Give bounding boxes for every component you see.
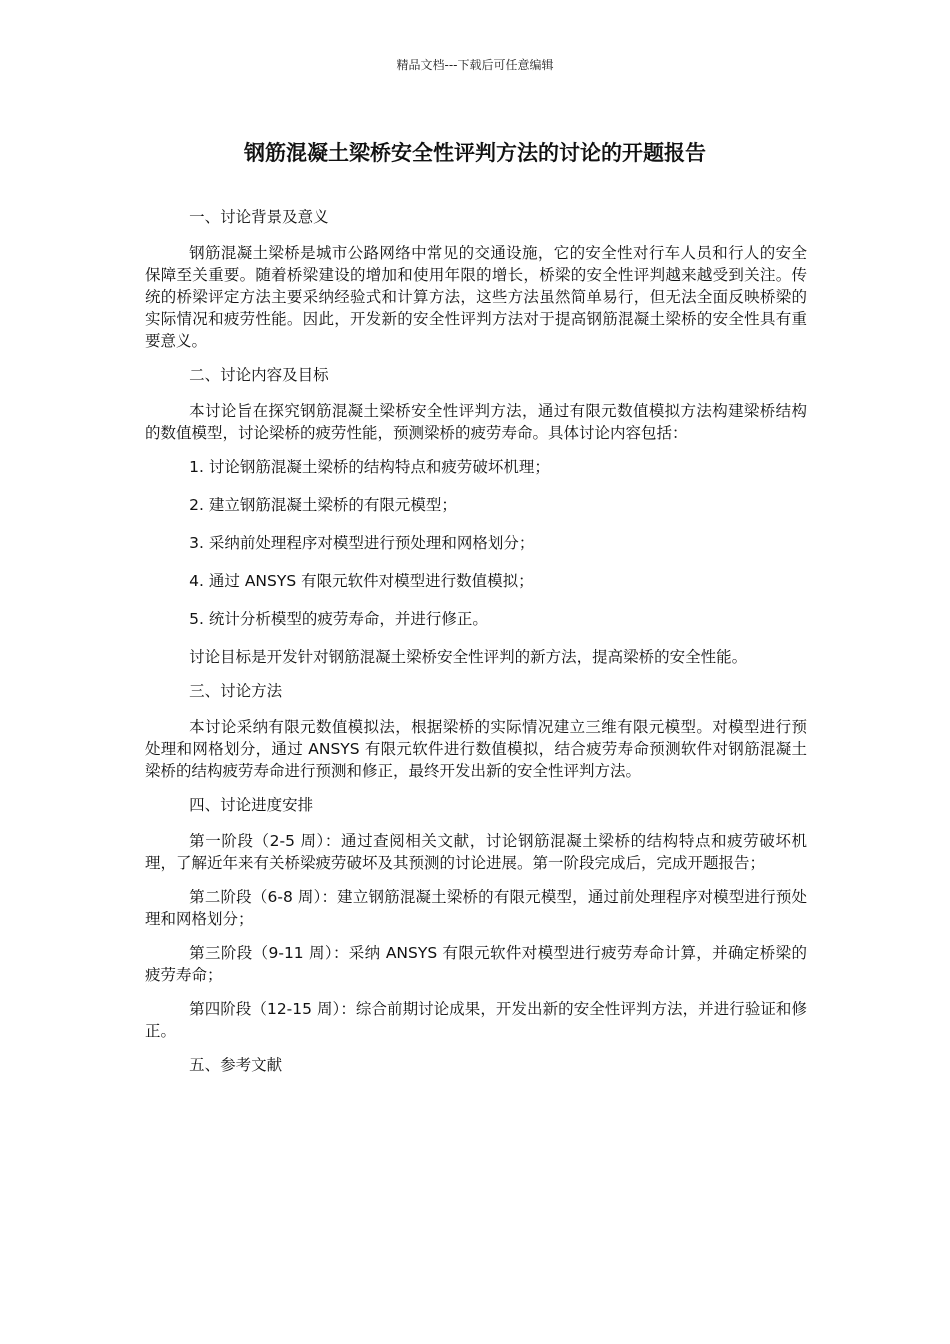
paragraph-method: 本讨论采纳有限元数值模拟法，根据梁桥的实际情况建立三维有限元模型。对模型进行预处理和网格划分，通过 ANSYS 有限元软件进行数值模拟，结合疲劳寿命预测软件对钢筋混凝土梁桥的结构疲劳寿命进行预测和修正，最终开发出新的安全性评判方法。	[145, 718, 807, 780]
paragraph-stage-2: 第二阶段（6-8 周）：建立钢筋混凝土梁桥的有限元模型，通过前处理程序对模型进行预处理和网格划分；	[145, 888, 807, 928]
section-heading-background: 一、讨论背景及意义	[189, 208, 329, 226]
list-item: 2. 建立钢筋混凝土梁桥的有限元模型；	[189, 496, 457, 514]
section-heading-content: 二、讨论内容及目标	[189, 366, 329, 384]
list-item: 5. 统计分析模型的疲劳寿命，并进行修正。	[189, 610, 488, 628]
document-body	[145, 206, 807, 1090]
paragraph-stage-1: 第一阶段（2-5 周）：通过查阅相关文献，讨论钢筋混凝土梁桥的结构特点和疲劳破坏机理，了解近年来有关桥梁疲劳破坏及其预测的讨论进展。第一阶段完成后，完成开题报告；	[145, 832, 807, 872]
list-item: 4. 通过 ANSYS 有限元软件对模型进行数值模拟；	[189, 572, 534, 590]
paragraph-stage-4: 第四阶段（12-15 周）：综合前期讨论成果，开发出新的安全性评判方法，并进行验证和修正。	[145, 1000, 807, 1040]
list-item: 3. 采纳前处理程序对模型进行预处理和网格划分；	[189, 534, 535, 552]
paragraph-goal: 讨论目标是开发针对钢筋混凝土梁桥安全性评判的新方法，提高梁桥的安全性能。	[189, 648, 748, 666]
section-heading-references: 五、参考文献	[189, 1056, 283, 1074]
list-item: 1. 讨论钢筋混凝土梁桥的结构特点和疲劳破坏机理；	[189, 458, 550, 476]
document-title: 钢筋混凝土梁桥安全性评判方法的讨论的开题报告	[244, 141, 706, 165]
section-heading-method: 三、讨论方法	[189, 682, 283, 700]
paragraph-content-intro: 本讨论旨在探究钢筋混凝土梁桥安全性评判方法，通过有限元数值模拟方法构建梁桥结构的数值模型，讨论梁桥的疲劳性能，预测梁桥的疲劳寿命。具体讨论内容包括：	[145, 402, 807, 442]
section-heading-schedule: 四、讨论进度安排	[189, 796, 314, 814]
paragraph-background: 钢筋混凝土梁桥是城市公路网络中常见的交通设施，它的安全性对行车人员和行人的安全保障至关重要。随着桥梁建设的增加和使用年限的增长，桥梁的安全性评判越来越受到关注。传统的桥梁评定方法主要采纳经验式和计算方法，这些方法虽然简单易行，但无法全面反映桥梁的实际情况和疲劳性能。因此，开发新的安全性评判方法对于提高钢筋混凝土梁桥的安全性具有重要意义。	[145, 244, 807, 350]
paragraph-stage-3: 第三阶段（9-11 周）：采纳 ANSYS 有限元软件对模型进行疲劳寿命计算，并确定桥梁的疲劳寿命；	[145, 944, 807, 984]
page-header: 精品文档---下载后可任意编辑	[396, 58, 554, 72]
